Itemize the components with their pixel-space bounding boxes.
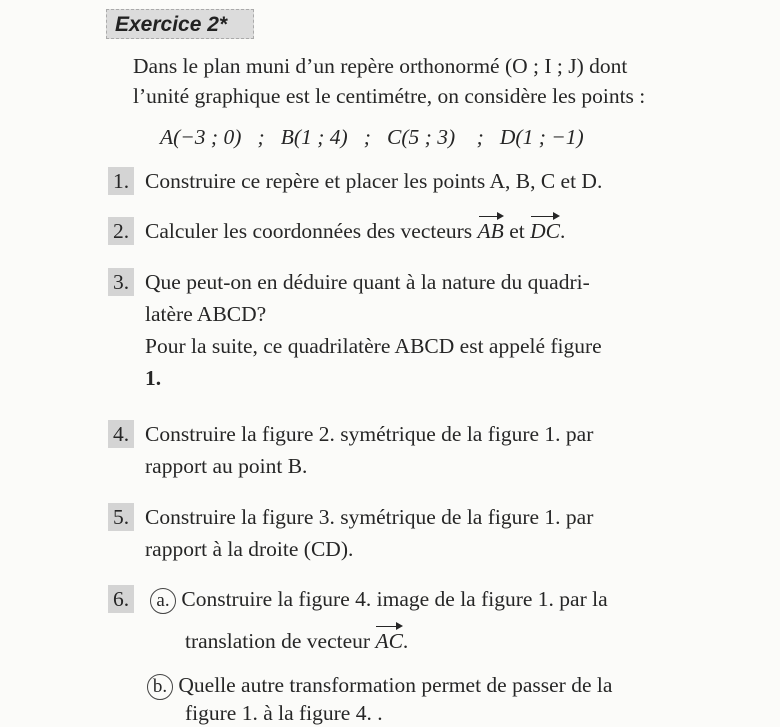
- vector-dc: DC: [530, 219, 560, 243]
- intro-line-1: Dans le plan muni d’un repère orthonormé (O ; I ; J) dont: [133, 54, 628, 78]
- vector-ab: AB: [477, 219, 504, 243]
- item-number-6: 6.: [108, 585, 134, 613]
- item-4-line-2: rapport au point B.: [145, 454, 308, 478]
- item-6b-line-2: figure 1. à la figure 4. .: [185, 701, 383, 725]
- item-1-text: Construire ce repère et placer les points A, B, C et D.: [145, 169, 603, 193]
- item-2-lead: Calculer les coordonnées des vecteurs: [145, 219, 473, 243]
- item-number-3: 3.: [108, 268, 134, 296]
- points-list: A(−3 ; 0) ; B(1 ; 4) ; C(5 ; 3) ; D(1 ; −1): [160, 125, 584, 149]
- item-5-line-1: Construire la figure 3. symétrique de la figure 1. par: [145, 505, 594, 529]
- item-6a-text-2: translation de vecteur: [185, 629, 371, 653]
- item-number-5: 5.: [108, 503, 134, 531]
- exercise-title: Exercice 2*: [106, 9, 254, 39]
- item-4-line-1: Construire la figure 2. symétrique de la figure 1. par: [145, 422, 594, 446]
- item-2-end: .: [559, 219, 566, 243]
- subitem-b-marker: b.: [147, 674, 173, 700]
- item-6b-line-1: [147, 671, 612, 700]
- item-number-2: 2.: [108, 217, 134, 245]
- item-3-line-4: 1.: [145, 366, 162, 390]
- item-6a-line-2: [185, 627, 408, 655]
- intro-line-2: l’unité graphique est le centimétre, on considère les points :: [133, 84, 646, 108]
- item-3-line-3: Pour la suite, ce quadrilatère ABCD est appelé figure: [145, 334, 602, 358]
- subitem-a-marker: a.: [150, 588, 176, 614]
- item-6a-text: Construire la figure 4. image de la figure 1. par la: [181, 587, 608, 611]
- item-3-line-2: latère ABCD?: [145, 302, 267, 326]
- item-2-mid: et: [509, 219, 525, 243]
- item-5-line-2: rapport à la droite (CD).: [145, 537, 354, 561]
- item-6b-text: Quelle autre transformation permet de passer de la: [178, 673, 613, 697]
- item-6a-line-1: [150, 585, 608, 614]
- vector-ac: AC: [375, 629, 403, 653]
- item-number-4: 4.: [108, 420, 134, 448]
- item-2-text: [145, 217, 565, 245]
- item-number-1: 1.: [108, 167, 134, 195]
- item-6a-end: .: [402, 629, 409, 653]
- item-3-line-1: Que peut-on en déduire quant à la nature du quadri-: [145, 270, 590, 294]
